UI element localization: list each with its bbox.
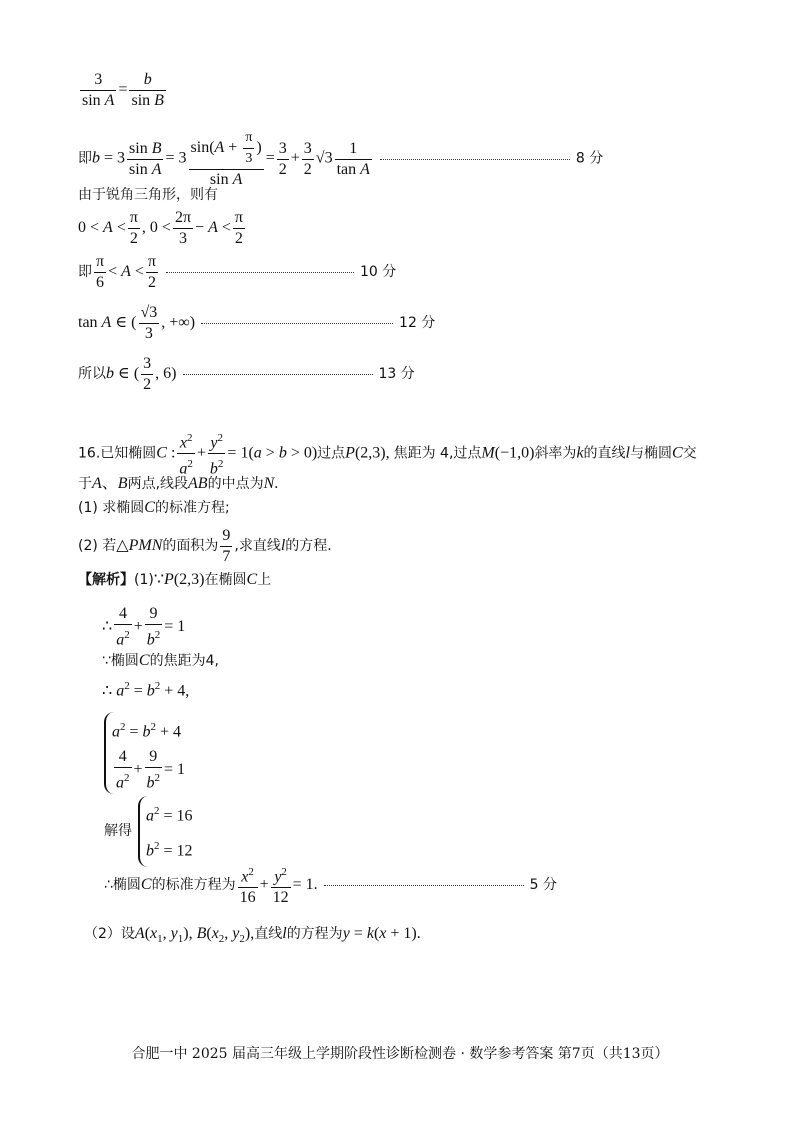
focal-relation-equation: ∴ $a^2 = b^2 + 4$,: [102, 680, 190, 700]
score-mark: 8 分: [575, 150, 604, 167]
score-mark: 13 分: [378, 366, 415, 383]
law-of-sines-equation: $\frac{3}{\text{sin A}}$ = $\frac{b}{\text{sin B}}$: [82, 71, 164, 109]
line-prefix: 即: [78, 150, 92, 167]
solution-header: 【解析】(1)∵P(2,3)在椭圆C上: [78, 571, 272, 588]
line-prefix: 即: [78, 264, 92, 281]
problem-16-statement: 16.已知椭圆C : $\frac{x^2}{a^2}$ + $\frac{y^2}{b^2}$ = 1(a > b > 0)过点P(2,3), 焦距为 4,过点M(−1,0)斜率为k的直线l与椭圆C交: [78, 428, 697, 480]
angle-range-result: 即 $\frac{\pi}{6}$ < A < $\frac{\pi}{2}$ 10 分: [78, 253, 397, 291]
system-solution: 解得 $a^2 = 16$ $b^2 = 12$: [104, 796, 193, 867]
score-mark: 10 分: [360, 264, 397, 281]
line-prefix: 所以: [78, 366, 106, 383]
tan-range: tan A ∈ ( $\frac{√3}{3}$ , +∞) 12 分: [78, 304, 436, 342]
part-2-setup: （2）设$A(x_1$, $y_1$), $B(x_2$, $y_2$),直线l的方程为y = k(x + 1).: [84, 925, 421, 946]
score-mark: 12 分: [399, 315, 436, 332]
point-substitution-equation: ∴ $\frac{4}{a^2}$ + $\frac{9}{b^2}$ = 1: [102, 605, 186, 649]
acute-triangle-note: 由于锐角三角形，则有: [78, 187, 218, 203]
ellipse-standard-equation: ∴椭圆C的标准方程为 $\frac{x^2}{16}$ + $\frac{y^2}{12}$ = 1. 5 分: [104, 862, 557, 908]
focal-distance-note: ∵椭圆C的焦距为4,: [102, 652, 219, 669]
equation-system: $a^2 = b^2 + 4$ $\frac{4}{a^2}$ + $\frac{9}{b^2}$ = 1: [104, 712, 185, 794]
b-range-result: 所以b ∈ ( $\frac{3}{2}$ , 6) 13 分: [78, 355, 415, 393]
score-mark: 5 分: [529, 876, 558, 893]
problem-16-part-2: (2) 若△PMN的面积为 $\frac{9}{7}$ ,求直线l的方程.: [78, 527, 332, 565]
problem-16-part-1: (1) 求椭圆C的标准方程;: [78, 499, 230, 516]
angle-range-condition: 0 < A < $\frac{\pi}{2}$ , 0 < $\frac{2\pi}{3}$ − A < $\frac{\pi}{2}$: [78, 209, 243, 247]
b-expression-equation: 即b = 3 $\frac{\text{sin B}}{\text{sin A}}$ = 3 sin(A + $\frac{\pi}{3}$ ) sin A = $\frac{3}{2}$ + $\frac{3}{2}$ √3 $\frac{1}{\text{tan A}}$ 8 分: [78, 130, 604, 188]
page-footer: 合肥一中 2025 届高三年级上学期阶段性诊断检测卷 · 数学参考答案 第7页（共13页）: [131, 1046, 669, 1062]
problem-16-statement-cont: 于A、B两点,线段AB的中点为N.: [78, 475, 279, 492]
